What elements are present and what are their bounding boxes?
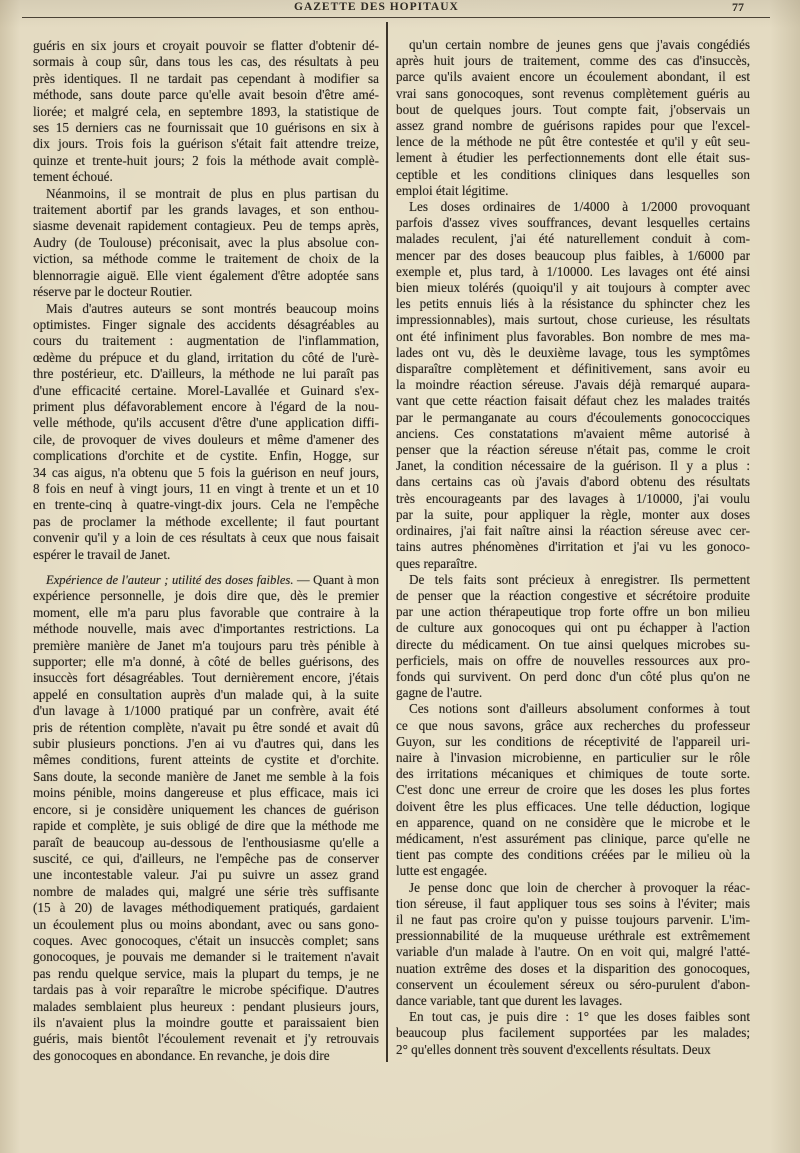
text-line: ques reparaître.: [396, 555, 478, 571]
text-line: disparaître complètement et définitivement, sans avoir eu: [396, 361, 750, 377]
text-line: nuation extrême des doses et la disparition des gonocoques,: [396, 960, 750, 976]
text-line: méthode, sans doute parce qu'elle avait besoin d'être amé-: [33, 87, 379, 103]
text-line: gagne de l'autre.: [396, 685, 483, 701]
text-line: cours du traitement : augmentation de l'inflammation,: [33, 333, 379, 349]
section-heading: Expérience de l'auteur ; utilité des doses faibles.: [46, 573, 294, 587]
left-column: [33, 38, 379, 1070]
text-line: blennorragie aiguë. Elle vient également d'être adoptée sans: [33, 267, 379, 283]
text-line: ses 15 derniers cas ne fournissait que 10 guérisons en six à: [33, 120, 379, 136]
text-line: Ces notions sont d'ailleurs absolument conformes à tout: [409, 701, 750, 717]
text-line: très encourageants par des lavages à 1/10000, j'ai voulu: [396, 490, 750, 506]
text-line: De tels faits sont précieux à enregistrer. Ils permettent: [409, 571, 750, 587]
text-line: des gonocoques en abondance. En revanche, je dois dire: [33, 1047, 330, 1063]
text-line: pris de rétention complète, n'avait pu être sondé et avait dû: [33, 719, 379, 735]
text-line: doivent être les plus efficaces. Une telle déduction, logique: [396, 798, 750, 814]
text-line: expérience personnelle, je dois dire que, dès le premier: [33, 588, 379, 604]
text-line: première manière de Janet m'a toujours paru très pénible à: [33, 637, 379, 653]
text-line: en trente-cinq à quatre-vingt-dix jours. Cela ne l'empêche: [33, 497, 379, 513]
text-line: en apparence, quand on ne considère que le microbe et le: [396, 814, 750, 830]
text-line: sormais à coup sûr, dans tous les cas, des résultats à peu: [33, 54, 379, 70]
text-line: une incontestable valeur. J'ai pu suivre un assez grand: [33, 867, 379, 883]
text-line: penser que la réaction séreuse n'était pas, comme le croit: [396, 442, 750, 458]
text-line: un écoulement plus ou moins abondant, avec ou sans gono-: [33, 916, 379, 932]
text-line: [33, 572, 379, 588]
paragraph: [396, 37, 750, 199]
paragraph: [396, 1009, 750, 1058]
text-line: supporter; elle m'a donné, à côté de belles guérisons, des: [33, 654, 379, 670]
text-line: optimistes. Finger signale des accidents désagréables au: [33, 316, 379, 332]
text-line: liorée; et malgré cela, en septembre 1893, la statistique de: [33, 103, 379, 119]
text-line: mencer par des doses beaucoup plus faibles, à 1/6000 par: [396, 247, 750, 263]
text-line: naire à l'invasion microbienne, en particulier sur le rôle: [396, 749, 750, 765]
text-line: réserve par le docteur Routier.: [33, 284, 193, 300]
text-line: anciens. Ces constatations m'avaient même autorisé à: [396, 425, 750, 441]
line-text: — Quant à mon: [297, 573, 379, 587]
text-line: perficiels, mais on offre de nouvelles ressources aux pro-: [396, 652, 750, 668]
text-line: des irritations mécaniques et chimiques de toute sorte.: [396, 766, 750, 782]
paragraph: [33, 572, 379, 1064]
text-line: il ne faut pas croire qu'on y puisse toujours parvenir. L'im-: [396, 911, 750, 927]
text-line: viction, sa méthode comme le traitement de choix de la: [33, 251, 379, 267]
paragraph: [396, 701, 750, 879]
text-line: tains autres phénomènes d'irritation et j'ai vu les gonoco-: [396, 539, 750, 555]
text-line: coques. Avec gonocoques, c'était un insuccès complet; sans: [33, 932, 379, 948]
text-line: de penser que la réaction congestive et sécrétoire produite: [396, 587, 750, 603]
text-line: variable d'un malade à l'autre. On en voit qui, malgré l'atté-: [396, 944, 750, 960]
text-line: 34 cas aigus, n'a obtenu que 5 fois la guérison en neuf jours,: [33, 464, 379, 480]
text-line: méthode nouvelle, mais avec d'importantes restrictions. La: [33, 621, 379, 637]
text-line: Je pense donc que loin de chercher à provoquer la réac-: [409, 879, 750, 895]
text-line: espérer le travail de Janet.: [33, 546, 171, 562]
text-line: tient pas compte des conditions créées par le milieu où la: [396, 847, 750, 863]
text-line: nombre de malades qui, malgré une série très suffisante: [33, 883, 379, 899]
text-line: malades semblaient plus heureux : pendant plusieurs jours,: [33, 998, 379, 1014]
text-line: guéris en six jours et croyait pouvoir se flatter d'obtenir dé-: [33, 38, 379, 53]
text-line: complications d'orchite et de cystite. Enfin, Hogge, sur: [33, 448, 379, 464]
journal-title: GAZETTE DES HOPITAUX: [294, 1, 459, 13]
text-line: près identiques. Il ne tardait pas cependant à modifier sa: [33, 70, 379, 86]
text-line: quinze et trente-huit jours; 2 fois la méthode avait complè-: [33, 152, 379, 168]
text-line: lutte est engagée.: [396, 863, 488, 879]
text-line: impressionnables), mais surtout, chose curieuse, les résultats: [396, 312, 750, 328]
text-line: par la suite, pour appliquer la règle, monter aux doses: [396, 506, 750, 522]
text-line: les petits ennuis liés à la résistance du sphincter chez les: [396, 296, 750, 312]
text-line: qu'un certain nombre de jeunes gens que j'avais congédiés: [409, 37, 750, 52]
text-line: parce qu'ils avaient encore un écoulement abondant, il est: [396, 69, 750, 85]
text-line: dans certains cas où j'avais d'abord obtenu des résultats: [396, 474, 750, 490]
text-line: 2° qu'elles donnent très souvent d'excellents résultats. Deux: [396, 1041, 711, 1057]
text-line: Audry (de Toulouse) préconisait, avec la plus absolue con-: [33, 234, 379, 250]
text-line: la moindre réaction séreuse. J'avais déjà remarqué aupara-: [396, 377, 750, 393]
text-line: Les doses ordinaires de 1/4000 à 1/2000 provoquant: [409, 199, 750, 215]
text-line: malades reculent, j'ai été naturellement conduit à com-: [396, 231, 750, 247]
text-line: appelé en consultation auprès d'un malade qui, à la suite: [33, 686, 379, 702]
text-line: Mais d'autres auteurs se sont montrés beaucoup moins: [46, 300, 379, 316]
text-line: par une action thérapeutique trop forte offre un bon milieu: [396, 604, 750, 620]
text-line: En tout cas, je puis dire : 1° que les doses faibles sont: [409, 1009, 750, 1025]
text-line: exemple et, plus tard, à 1/10000. Les lavages ont été ainsi: [396, 263, 750, 279]
paragraph: [33, 38, 379, 186]
text-line: bien mieux tolérés (quoiqu'il y ait toujours à compter avec: [396, 280, 750, 296]
text-line: œdème du prépuce et du gland, irritation du côté de l'urè-: [33, 349, 379, 365]
text-line: après huit jours de traitement, comme des cas d'insuccès,: [396, 53, 750, 69]
text-line: mêmes conditions, furent atteints de cystite et d'orchite.: [33, 752, 379, 768]
text-line: d'une efficacité certaine. Morel-Lavallée et Guinard s'ex-: [33, 382, 379, 398]
text-line: beaucoup plus facilement supportées par les malades;: [396, 1025, 750, 1041]
text-line: d'un lavage à 1/1000 pratiqué par un confrère, avait été: [33, 703, 379, 719]
text-line: velle méthode, qu'ils accusent d'être d'une application diffi-: [33, 415, 379, 431]
right-column: [396, 37, 750, 1069]
text-line: pas rendu quelque service, mais la plupart du temps, je ne: [33, 965, 379, 981]
text-line: conservent un écoulement séreux ou séro-purulent d'abon-: [396, 976, 750, 992]
text-line: assez grand nombre de guérisons rapides pour que l'excel-: [396, 118, 750, 134]
text-line: vant que cette réaction faisait défaut chez les malades traités: [396, 393, 750, 409]
paragraph: [396, 572, 750, 702]
text-line: dix jours. Trois fois la guérison s'était fait attendre treize,: [33, 136, 379, 152]
text-line: encore, si je considère uniquement les chances de guérison: [33, 801, 379, 817]
text-line: tion séreuse, il faut appliquer tous ses soins à l'éviter; mais: [396, 895, 750, 911]
text-line: siasme devenait rapidement contagieux. Peu de temps après,: [33, 218, 379, 234]
text-line: bout de quelques jours. Tout compte fait, j'observais un: [396, 101, 750, 117]
text-line: ils n'avaient plus la moindre goutte et paraissaient bien: [33, 1014, 379, 1030]
paragraph: [33, 301, 379, 564]
text-line: Guyon, sur les conditions de réceptivité de l'appareil uri-: [396, 733, 750, 749]
text-line: subir plusieurs ponctions. J'en ai vu d'autres qui, dans les: [33, 736, 379, 752]
text-line: de culture aux gonocoques qui ont pu échapper à l'action: [396, 620, 750, 636]
text-line: parfois d'assez vives souffrances, devant lesquelles certains: [396, 215, 750, 231]
page-number: 77: [732, 0, 744, 14]
text-line: insuccès fort désagréables. Tout dernièrement encore, j'étais: [33, 670, 379, 686]
text-line: C'est donc une erreur de croire que les doses les plus fortes: [396, 782, 750, 798]
text-line: Sans doute, la seconde manière de Janet me semble à la fois: [33, 768, 379, 784]
paragraph: [396, 199, 750, 572]
text-line: convenir qu'il y a loin de ces résultats à ceux que nous faisait: [33, 530, 379, 546]
text-line: 8 fois en neuf à vingt jours, 11 en vingt à trente et un et 10: [33, 480, 379, 496]
text-line: Janet, la condition nécessaire de la guérison. Il y a plus :: [396, 458, 750, 474]
text-line: (15 à 20) de lavages méthodiquement pratiqués, gardaient: [33, 900, 379, 916]
text-line: rapide et complète, je suis obligé de dire que la méthode me: [33, 818, 379, 834]
text-line: par le permanganate au cours d'écoulements gonococciques: [396, 409, 750, 425]
text-line: paraît de beaucoup au-dessous de l'enthousiasme qu'elle a: [33, 834, 379, 850]
text-line: dance variable, tant que durent les lavages.: [396, 992, 623, 1008]
text-line: moment, elle m'a paru plus favorable que contraire à la: [33, 604, 379, 620]
column-divider: [386, 22, 388, 1062]
text-line: vrai sans gonocoques, sont revenus complètement guéris au: [396, 85, 750, 101]
text-line: lence de la méthode ne pût être contestée et qu'il y eût seu-: [396, 134, 750, 150]
text-line: emploi était légitime.: [396, 182, 509, 198]
text-line: ont été infiniment plus favorables. Bon nombre de mes ma-: [396, 328, 750, 344]
text-line: directe du médicament. On tue ainsi quelques microbes su-: [396, 636, 750, 652]
text-line: tement échoué.: [33, 169, 113, 185]
text-line: ce que nous savons, grâce aux recherches du professeur: [396, 717, 750, 733]
text-line: lement à étudier les perfectionnements dont elle était sus-: [396, 150, 750, 166]
text-line: cile, de provoquer de vives douleurs et même d'amener des: [33, 431, 379, 447]
text-line: Néanmoins, il se montrait de plus en plus partisan du: [46, 185, 379, 201]
text-line: guéris, mais bientôt l'écoulement revenait et j'y retrouvais: [33, 1031, 379, 1047]
text-line: suscité, ce qui, d'ailleurs, ne l'empêche pas de conserver: [33, 850, 379, 866]
text-line: ceptible et les conditions cliniques dans lesquelles son: [396, 166, 750, 182]
text-line: thre postérieur, etc. D'ailleurs, la méthode ne lui paraît pas: [33, 366, 379, 382]
text-line: fonds qui survivent. On perd donc d'un côté plus qu'on ne: [396, 668, 750, 684]
text-line: priment plus défavorablement encore à l'égard de la nou-: [33, 398, 379, 414]
text-line: traitement abortif par les grands lavages, et son enthou-: [33, 202, 379, 218]
header-rule: [22, 17, 770, 18]
text-line: moins pénible, moins dangereuse et plus efficace, mais ici: [33, 785, 379, 801]
text-line: lades ont vu, dès le deuxième lavage, tous les symptômes: [396, 344, 750, 360]
text-line: tardais pas à voir reparaître le microbe spécifique. D'autres: [33, 982, 379, 998]
text-line: pressionnabilité de la muqueuse uréthrale est extrêmement: [396, 928, 750, 944]
text-line: médicament, n'est assurément pas clinique, parce qu'elle ne: [396, 830, 750, 846]
text-line: pas de proclamer la méthode excellente; il faut pourtant: [33, 513, 379, 529]
text-line: ordinaires, j'ai fait naître ainsi la réaction séreuse avec cer-: [396, 523, 750, 539]
text-line: gonocoques, je pouvais me demander si le traitement n'avait: [33, 949, 379, 965]
paragraph: [396, 880, 750, 1010]
paragraph: [33, 186, 379, 301]
